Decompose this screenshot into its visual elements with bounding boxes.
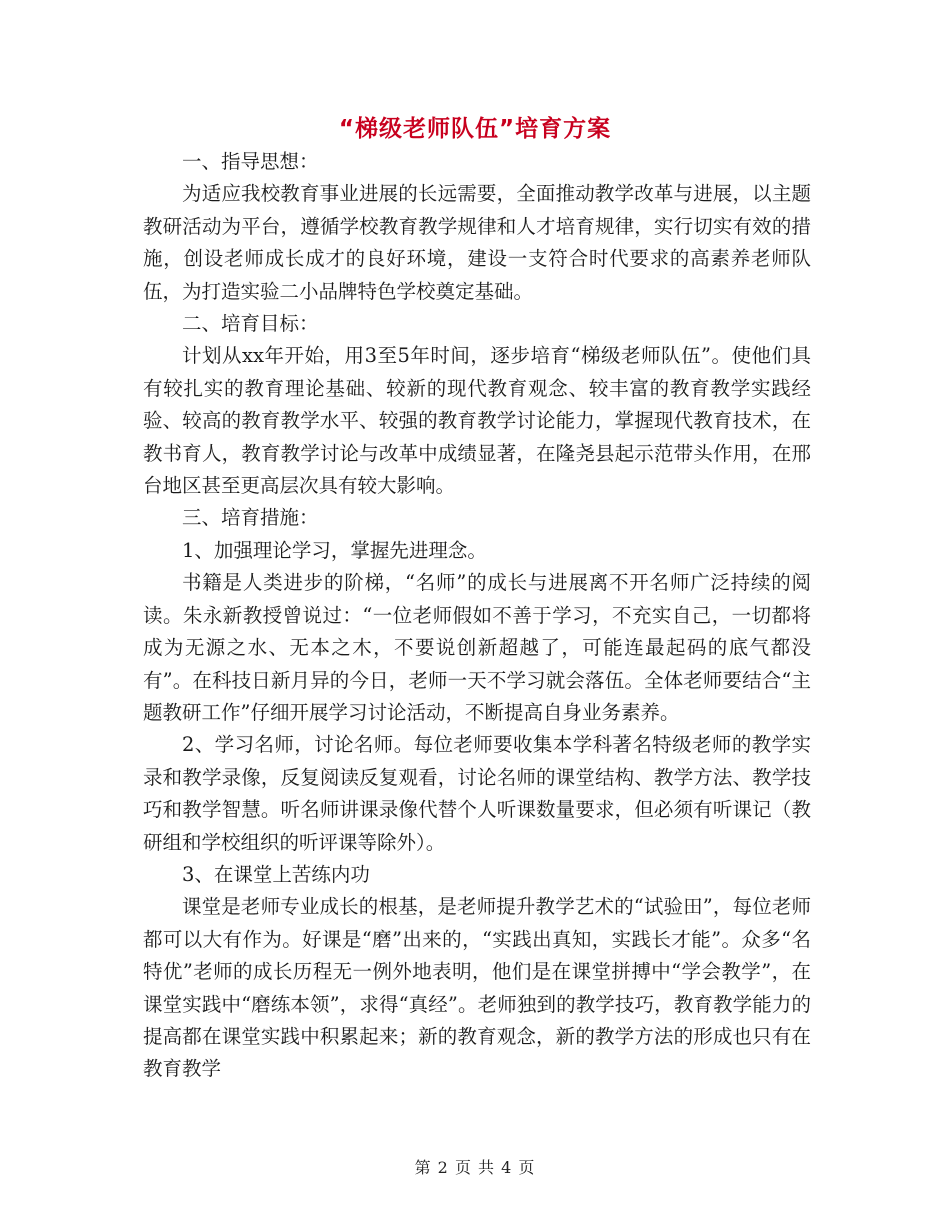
paragraph: 2、学习名师，讨论名师。每位老师要收集本学科著名特级老师的教学实录和教学录像，反复阅读反复观看，讨论名师的课堂结构、教学方法、教学技巧和教学智慧。听名师讲课录像代替个人听课数量要求，但必须有听课记（教研组和学校组织的听评课等除外）。 — [143, 733, 811, 854]
section-heading: 一、指导思想： — [182, 150, 319, 173]
subheading: 3、在课堂上苦练内功 — [182, 862, 370, 886]
page-number-footer: 第 2 页 共 4 页 — [414, 1158, 536, 1177]
paragraph: 为适应我校教育事业进展的长远需要，全面推动教学改革与进展，以主题教研活动为平台，遵循学校教育教学规律和人才培育规律，实行切实有效的措施，创设老师成长成才的良好环境，建设一支符合时代要求的高素养老师队伍，为打造实验二小品牌特色学校奠定基础。 — [143, 182, 811, 303]
document-title: “梯级老师队伍”培育方案 — [338, 116, 612, 142]
document-body — [143, 146, 811, 1086]
paragraph: 书籍是人类进步的阶梯，“名师”的成长与进展离不开名师广泛持续的阅读。朱永新教授曾说过：“一位老师假如不善于学习，不充实自己，一切都将成为无源之水、无本之木，不要说创新超越了，可能连最起码的底气都没有”。在科技日新月异的今日，老师一天不学习就会落伍。全体老师要结合“主题教研工作”仔细开展学习讨论活动，不断提高自身业务素养。 — [143, 571, 811, 724]
paragraph: 课堂是老师专业成长的根基，是老师提升教学艺术的“试验田”，每位老师都可以大有作为。好课是“磨”出来的，“实践出真知，实践长才能”。众多“名特优”老师的成长历程无一例外地表明，他们是在课堂拼搏中“学会教学”，在课堂实践中“磨练本领”，求得“真经”。老师独到的教学技巧，教育教学能力的提高都在课堂实践中积累起来；新的教育观念，新的教学方法的形成也只有在教育教学 — [143, 895, 811, 1081]
subheading: 1、加强理论学习，掌握先进理念。 — [182, 538, 487, 562]
section-heading: 三、培育措施： — [182, 506, 319, 530]
section-heading: 二、培育目标： — [182, 312, 319, 336]
paragraph: 计划从xx年开始，用3至5年时间，逐步培育“梯级老师队伍”。使他们具有较扎实的教育理论基础、较新的现代教育观念、较丰富的教育教学实践经验、较高的教育教学水平、较强的教育教学讨论能力，掌握现代教育技术，在教书育人，教育教学讨论与改革中成绩显著，在隆尧县起示范带头作用，在邢台地区甚至更高层次具有较大影响。 — [143, 344, 811, 498]
